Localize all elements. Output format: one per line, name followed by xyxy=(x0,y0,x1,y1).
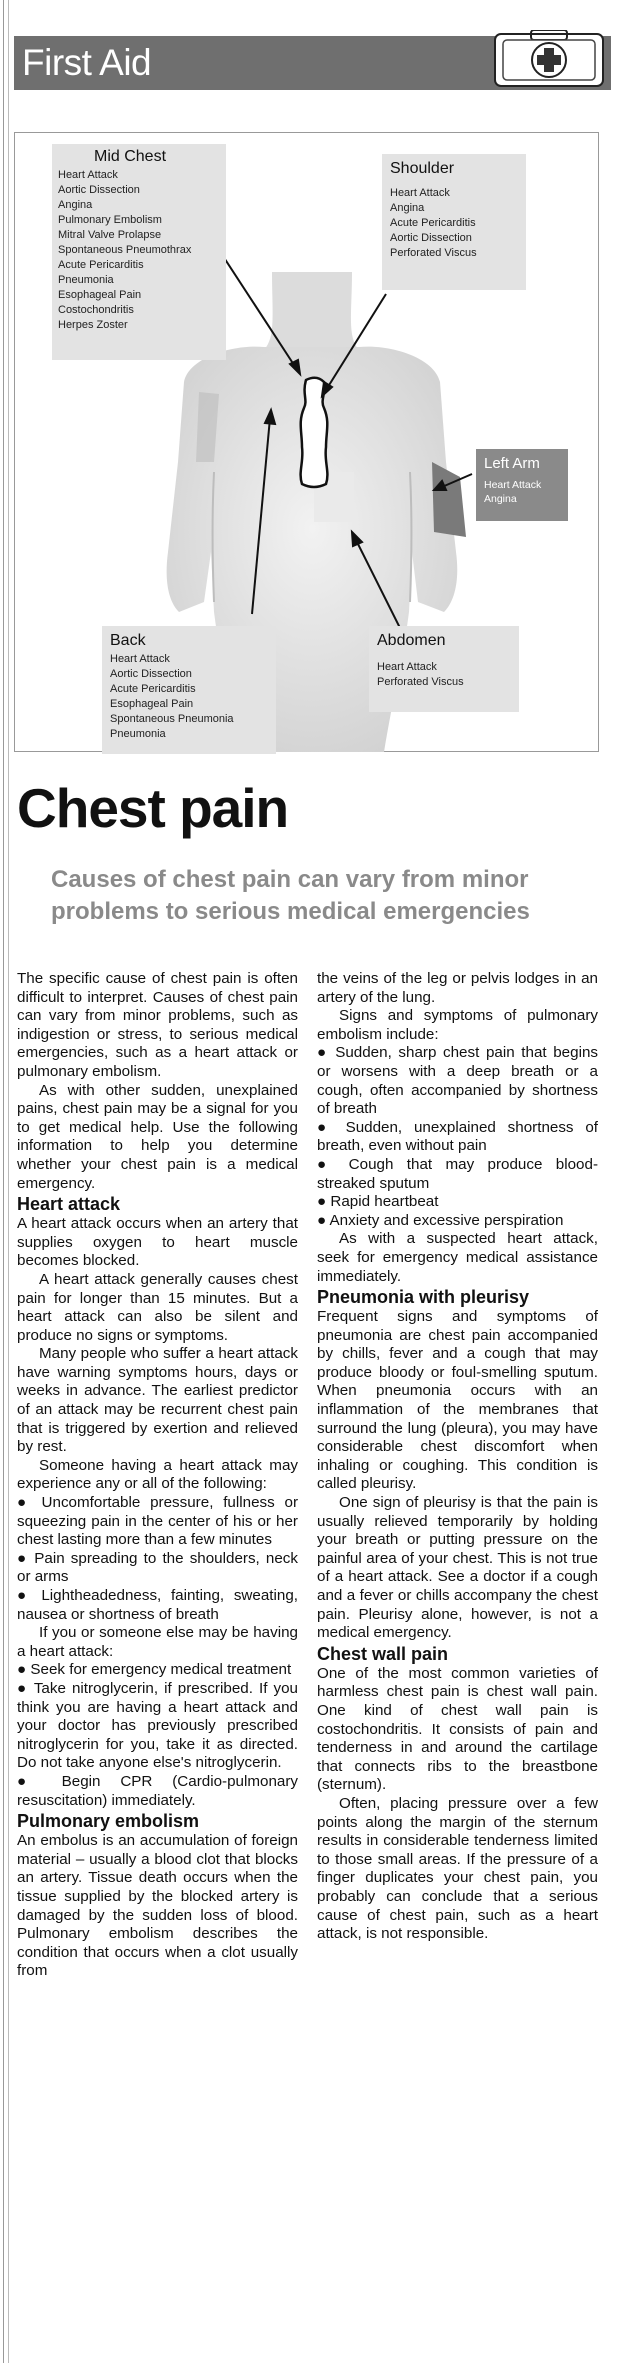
paragraph: One of the most common varieties of harmless chest pain is chest wall pain. One kind of chest wall pain is costochondritis. It consists of pain and tenderness in and around the cartilage that connects ribs to the breastbone (sternum). xyxy=(317,1664,598,1794)
paragraph: Signs and symptoms of pulmonary embolism include: xyxy=(317,1007,598,1043)
mid-chest-item: Herpes Zoster xyxy=(58,319,128,331)
shoulder-box xyxy=(382,154,526,290)
abdomen-title: Abdomen xyxy=(377,632,446,649)
mid-chest-item: Pulmonary Embolism xyxy=(58,214,162,226)
bullet-item: ● Lightheadedness, fainting, sweating, nausea or shortness of breath xyxy=(17,1587,298,1623)
left-arm-box xyxy=(476,449,568,521)
abdomen-item: Heart Attack xyxy=(377,661,437,673)
bullet-item: ● Sudden, sharp chest pain that begins or worsens with a deep breath or a cough, often accompanied by shortness of breath xyxy=(317,1044,598,1118)
left-border-rule-inner xyxy=(8,0,9,2363)
mid-chest-item: Aortic Dissection xyxy=(58,184,140,196)
bullet-item: ● Uncomfortable pressure, fullness or squeezing pain in the center of his or her chest lasting more than a few minutes xyxy=(17,1494,298,1549)
paragraph: As with other sudden, unexplained pains, chest pain may be a signal for you to get medical help. Use the following information to help you determine whether your chest pain is a medical emergency. xyxy=(17,1081,298,1192)
paragraph: The specific cause of chest pain is often difficult to interpret. Causes of chest pain can vary from minor problems, such as indigestion or stress, to serious medical emergencies, such as a heart attack or pulmonary embolism. xyxy=(17,970,298,1080)
back-item: Spontaneous Pneumonia xyxy=(110,713,234,725)
left-arm-item: Heart Attack xyxy=(484,479,542,491)
article-column-right xyxy=(317,970,598,1944)
mid-chest-item: Costochondritis xyxy=(58,304,134,316)
paragraph: One sign of pleurisy is that the pain is usually relieved temporarily by holding your breath or putting pressure on the painful area of your chest. This is not true of a heart attack. See a doctor if a cough and a fever or chills accompany the chest pain. Pleurisy alone, however, is not a medical emergency. xyxy=(317,1494,598,1642)
shoulder-title: Shoulder xyxy=(390,160,455,177)
heading-pulmonary-embolism: Pulmonary embolism xyxy=(17,1811,200,1832)
shoulder-item: Aortic Dissection xyxy=(390,232,472,244)
back-item: Pneumonia xyxy=(110,728,166,740)
shoulder-item: Heart Attack xyxy=(390,187,450,199)
mid-chest-item: Heart Attack xyxy=(58,169,118,181)
mid-chest-item: Mitral Valve Prolapse xyxy=(58,229,162,241)
bullet-item: ● Take nitroglycerin, if prescribed. If you think you are having a heart attack and your doctor has previously prescribed nitroglycerin for you, take it as directed. Do not take anyone else's nitroglycerin. xyxy=(17,1679,298,1772)
bullet-item: ● Begin CPR (Cardio-pulmonary resuscitation) immediately. xyxy=(17,1772,298,1809)
bullet-item: ● Anxiety and excessive perspiration xyxy=(317,1211,564,1229)
paragraph: A heart attack generally causes chest pain for longer than 15 minutes. But a heart attack can also be silent and produce no signs or symptoms. xyxy=(17,1270,298,1344)
shoulder-item: Acute Pericarditis xyxy=(390,217,476,229)
bullet-item: ● Rapid heartbeat xyxy=(317,1193,439,1211)
abdomen-item: Perforated Viscus xyxy=(377,676,464,688)
first-aid-kit-icon xyxy=(493,30,605,90)
paragraph: An embolus is an accumulation of foreign material – usually a blood clot that blocks an artery. Tissue death occurs when the tissue supplied by the blocked artery is damaged by the sudden loss of blood. Pulmonary embolism describes the condition that occurs when a clot usually from xyxy=(17,1832,298,1980)
back-box xyxy=(102,626,276,754)
shoulder-item: Angina xyxy=(390,202,425,214)
article-subtitle: Causes of chest pain can vary from minor problems to serious medical emergencies xyxy=(51,866,530,925)
mid-chest-box xyxy=(52,144,226,360)
paragraph: the veins of the leg or pelvis lodges in an artery of the lung. xyxy=(317,970,598,1006)
bullet-item: ● Sudden, unexplained shortness of breath, even without pain xyxy=(317,1118,598,1155)
bullet-item: ● Seek for emergency medical treatment xyxy=(17,1661,292,1679)
chest-pain-diagram xyxy=(14,132,599,752)
back-item: Esophageal Pain xyxy=(110,698,194,710)
heading-chest-wall-pain: Chest wall pain xyxy=(317,1643,449,1664)
heading-heart-attack: Heart attack xyxy=(17,1194,121,1215)
paragraph: Frequent signs and symptoms of pneumonia are chest pain accompanied by chills, fever and a cough that may produce bloody or foul-smelling sputum. When pneumonia occurs with an inflammation of the membranes that surround the lung (pleura), you may have considerable chest discomfort when inhaling or coughing. This condition is called pleurisy. xyxy=(317,1308,598,1493)
mid-chest-item: Angina xyxy=(58,199,93,211)
abdomen-box xyxy=(369,626,519,712)
left-arm-item: Angina xyxy=(484,493,517,505)
back-item: Acute Pericarditis xyxy=(110,683,196,695)
back-title: Back xyxy=(110,632,146,649)
shoulder-item: Perforated Viscus xyxy=(390,247,477,259)
left-arm-title: Left Arm xyxy=(484,455,540,472)
heading-pneumonia: Pneumonia with pleurisy xyxy=(317,1287,530,1308)
paragraph: Many people who suffer a heart attack have warning symptoms hours, days or weeks in advance. The earliest predictor of an attack may be recurrent chest pain that is triggered by exertion and relieved by rest. xyxy=(17,1345,298,1456)
mid-chest-item: Pneumonia xyxy=(58,274,114,286)
back-item: Aortic Dissection xyxy=(110,668,192,680)
paragraph: Someone having a heart attack may experience any or all of the following: xyxy=(17,1456,298,1493)
bullet-item: ● Cough that may produce blood-streaked sputum xyxy=(317,1155,598,1192)
paragraph: Often, placing pressure over a few points along the margin of the sternum results in considerable tenderness limited to those small areas. If the pressure of a finger duplicates your chest pain, you probably can conclude that a serious cause of chest pain, such as a heart attack, is not responsible. xyxy=(317,1794,598,1943)
mid-chest-item: Acute Pericarditis xyxy=(58,259,144,271)
section-header xyxy=(14,36,611,90)
mid-chest-item: Spontaneous Pneumothrax xyxy=(58,244,192,256)
mid-chest-item: Esophageal Pain xyxy=(58,289,142,301)
paragraph: If you or someone else may be having a heart attack: xyxy=(17,1624,298,1660)
paragraph: As with a suspected heart attack, seek for emergency medical assistance immediately. xyxy=(317,1230,598,1285)
back-item: Heart Attack xyxy=(110,653,170,665)
article-title: Chest pain xyxy=(17,777,289,839)
article-column-left xyxy=(17,970,298,1981)
mid-chest-title: Mid Chest xyxy=(94,148,167,165)
section-title: First Aid xyxy=(22,42,152,83)
left-border-rule xyxy=(3,0,4,2363)
bullet-item: ● Pain spreading to the shoulders, neck or arms xyxy=(17,1549,298,1586)
paragraph: A heart attack occurs when an artery that supplies oxygen to heart muscle becomes blocked. xyxy=(17,1215,298,1270)
